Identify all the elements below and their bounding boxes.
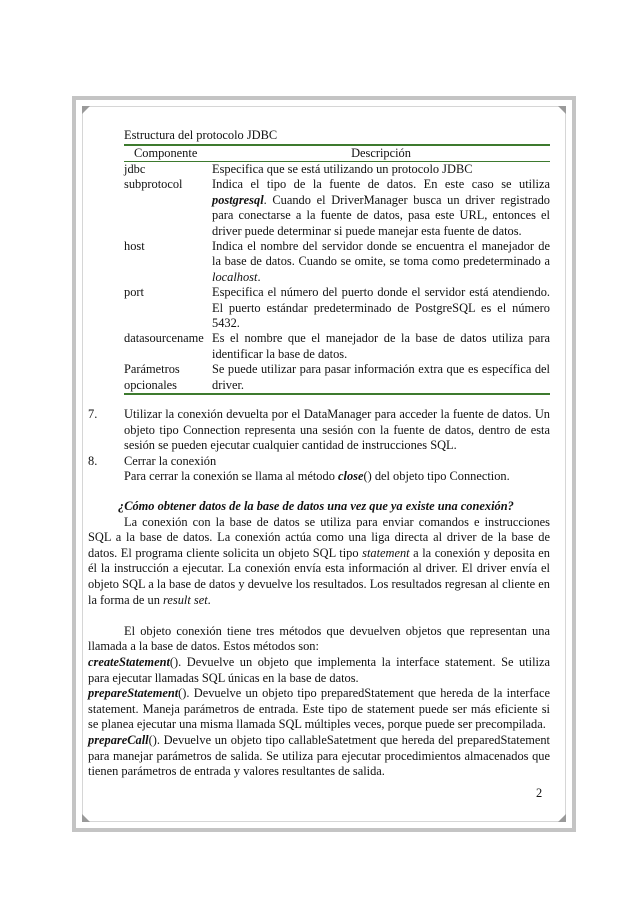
corner-ornament-top-right: [558, 106, 566, 114]
table-header-description: Descripción: [212, 145, 550, 162]
table-cell-component: host: [124, 239, 145, 254]
table-cell-component: subprotocol: [124, 177, 183, 192]
table-cell-description: Se puede utilizar para pasar información extra que es específica del driver.: [212, 362, 550, 394]
step-number: 8.: [88, 453, 98, 468]
table-cell-description: Es el nombre que el manejador de la base de datos utiliza para identificar la base de datos.: [212, 331, 550, 361]
method-close: close: [338, 469, 364, 484]
table-cell-description: Especifica el número del puerto donde el servidor está atendiendo. El puerto estándar predeterminado de PostgreSQL es el número 5432.: [212, 285, 550, 331]
step-text: Para cerrar la conexión se llama al método close() del objeto tipo Connection.: [124, 469, 510, 484]
method-name: prepareCall: [88, 732, 149, 747]
table-row: [124, 177, 550, 239]
jdbc-protocol-table: [124, 144, 550, 396]
table-header-component: Componente: [124, 145, 212, 162]
table-cell-component: port: [124, 285, 144, 300]
method-prepare-statement: prepareStatement(). Devuelve un objeto tipo preparedStatement que hereda de la interface statement. Maneja parámetros de entrada. Este tipo de statement puede ser más eficiente si se planea ejecutar una misma llamada SQL múltiples veces, porque puede ser precompilada.: [88, 686, 550, 732]
table-row: [124, 162, 550, 178]
emphasis-postgresql: postgresql: [212, 192, 264, 207]
method-prepare-call: prepareCall(). Devuelve un objeto tipo callableSatetment que hereda del preparedStatement para manejar parámetros de salida. Se utiliza para ejecutar procedimientos almacenados que tienen parámetros de entrada y valores resultantes de salida.: [88, 732, 550, 779]
step-text: Utilizar la conexión devuelta por el DataManager para acceder la fuente de datos. Un objeto tipo Connection representa una sesión con la fuente de datos, dentro de esta sesión se pueden ejecutar cualquier cantidad de instrucciones SQL.: [124, 407, 550, 453]
table-row: [124, 362, 550, 394]
section-heading: ¿Cómo obtener datos de la base de datos una vez que ya existe una conexión?: [118, 499, 514, 514]
paragraph-connection: La conexión con la base de datos se utiliza para enviar comandos e instrucciones SQL a la base de datos. La conexión actúa como una liga directa al driver de la base de datos. El programa cliente solicita un objeto SQL tipo statement a la conexión y deposita en él la instrucción a ejecutar. La conexión envía esta información al driver. El driver envía el objeto SQL a la base de datos y devuelve los resultados. Los resultados regresan al cliente en la forma de un result set.: [88, 514, 550, 607]
table-cell-description: Indica el tipo de la fuente de datos. En este caso se utiliza postgresql. Cuando el DriverManager busca un driver registrado para conectarse a la fuente de datos, pasa este URL, entonces el driver puede determinar si puede manejar esta fuente de datos.: [212, 177, 550, 238]
corner-ornament-top-left: [82, 106, 90, 114]
table-cell-component: datasourcename: [124, 331, 204, 346]
emphasis-result-set: result set: [163, 592, 208, 607]
method-name: prepareStatement: [88, 686, 179, 701]
step-title: Cerrar la conexión: [124, 453, 217, 468]
method-create-statement: createStatement(). Devuelve un objeto que implementa la interface statement. Se utiliza para ejecutar llamadas SQL únicas en la base de datos.: [88, 655, 550, 685]
corner-ornament-bottom-left: [82, 814, 90, 822]
table-header-row: [124, 145, 550, 162]
emphasis-statement: statement: [362, 545, 410, 560]
table-cell-description: Indica el nombre del servidor donde se encuentra el manejador de la base de datos. Cuando se omite, se toma como predeterminado a localhost.: [212, 239, 550, 284]
table-cell-component: Parámetros opcionales: [124, 362, 212, 394]
table-caption: Estructura del protocolo JDBC: [124, 128, 278, 142]
table-row: [124, 331, 550, 362]
emphasis-localhost: localhost: [212, 269, 258, 284]
paragraph-methods-intro: El objeto conexión tiene tres métodos que devuelven objetos que representan una llamada a la base de datos. Estos métodos son:: [88, 623, 550, 654]
method-name: createStatement: [88, 655, 170, 669]
table-cell-component: jdbc: [124, 162, 146, 176]
document-body: [88, 128, 550, 780]
table-row: [124, 285, 550, 331]
table-cell-description: Especifica que se está utilizando un protocolo JDBC: [212, 162, 473, 176]
corner-ornament-bottom-right: [558, 814, 566, 822]
list-item-step-7: [88, 407, 550, 454]
table-row: [124, 239, 550, 285]
list-item-step-8: [88, 454, 550, 485]
steps-list: [88, 407, 550, 485]
page-number: 2: [536, 786, 543, 800]
step-number: 7.: [88, 407, 98, 422]
